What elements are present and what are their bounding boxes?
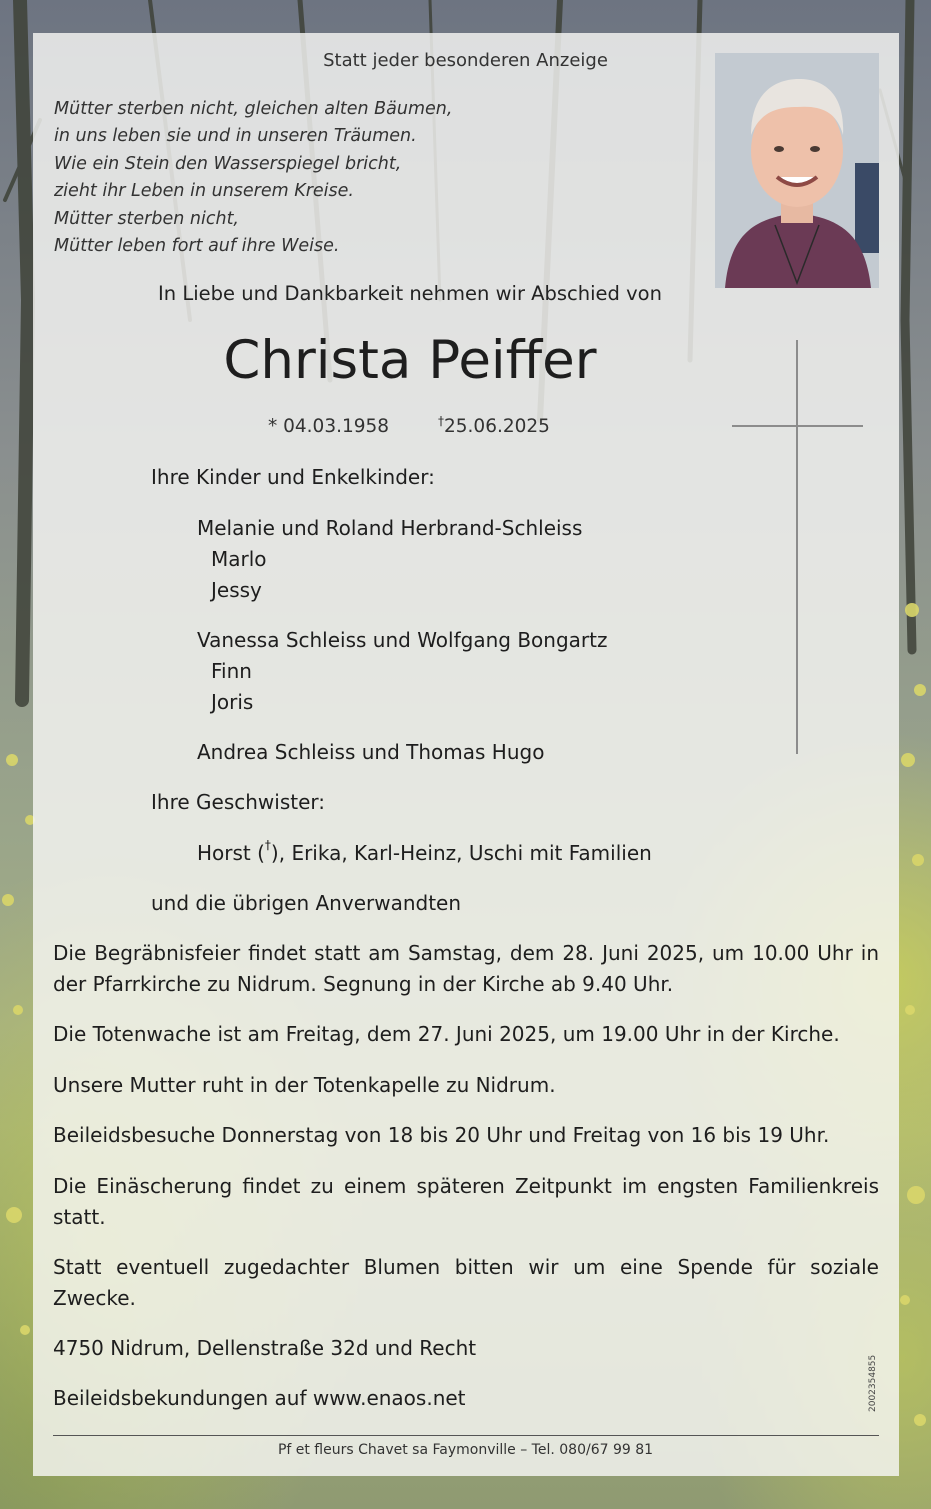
siblings-prefix: Horst (	[197, 841, 265, 865]
notice-header: Statt jeder besonderen Anzeige	[323, 50, 608, 71]
deceased-name: Christa Peiffer	[223, 330, 597, 391]
grandchild: Finn	[211, 659, 252, 683]
siblings-label: Ihre Geschwister:	[151, 790, 326, 814]
condolence-link-text: Beileidsbekundungen auf www.enaos.net	[53, 1386, 466, 1410]
death-date: 25.06.2025	[444, 416, 550, 437]
footer-text: Pf et fleurs Chavet sa Faymonville – Tel. 080/67 99 81	[277, 1442, 654, 1458]
grandchild: Joris	[211, 690, 254, 714]
poem-line: Wie ein Stein den Wasserspiegel bricht,	[54, 153, 402, 174]
family-entry: Melanie und Roland Herbrand-Schleiss	[197, 516, 583, 540]
funeral-info: Die Begräbnisfeier findet statt am Samstag, dem 28. Juni 2025, um 10.00 Uhr in der Pfarrkirche zu Nidrum. Segnung in der Kirche ab 9.40 Uhr.	[53, 941, 879, 996]
wake-info: Die Totenwache ist am Freitag, dem 27. Juni 2025, um 19.00 Uhr in der Kirche.	[53, 1022, 840, 1046]
relatives-text: und die übrigen Anverwandten	[151, 891, 462, 915]
address-info: 4750 Nidrum, Dellenstraße 32d und Recht	[53, 1336, 477, 1360]
family-entry: Vanessa Schleiss und Wolfgang Bongartz	[197, 628, 608, 652]
poem-line: Mütter sterben nicht,	[54, 208, 239, 229]
donation-info: Statt eventuell zugedachter Blumen bitten wir um eine Spende für soziale Zwecke.	[53, 1255, 879, 1310]
siblings-entry	[197, 838, 652, 865]
portrait-photo	[715, 53, 879, 288]
birth-info	[268, 416, 389, 437]
poem	[54, 96, 452, 260]
chapel-info: Unsere Mutter ruht in der Totenkapelle zu Nidrum.	[53, 1073, 556, 1097]
cremation-info: Die Einäscherung findet zu einem späteren Zeitpunkt im engsten Familienkreis statt.	[53, 1174, 879, 1229]
death-info	[438, 416, 550, 437]
poem-line: zieht ihr Leben in unserem Kreise.	[54, 181, 354, 202]
poem-line: in uns leben sie und in unseren Träumen.	[54, 126, 417, 147]
birth-symbol: *	[268, 416, 278, 437]
siblings-rest: ), Erika, Karl-Heinz, Uschi mit Familien	[270, 841, 652, 865]
cross-icon	[796, 340, 798, 754]
poem-line: Mütter sterben nicht, gleichen alten Bäumen,	[54, 99, 453, 119]
death-symbol: †	[438, 414, 444, 428]
dagger-symbol: †	[264, 838, 271, 852]
grandchild: Marlo	[211, 547, 267, 571]
intro-text: In Liebe und Dankbarkeit nehmen wir Abschied von	[158, 282, 662, 305]
grandchild: Jessy	[211, 578, 262, 602]
poem-line: Mütter leben fort auf ihre Weise.	[54, 236, 340, 257]
footer-divider	[53, 1435, 879, 1436]
cross-icon-bar	[732, 425, 863, 427]
side-code: 2002354855	[868, 1354, 878, 1412]
visits-info: Beileidsbesuche Donnerstag von 18 bis 20 Uhr und Freitag von 16 bis 19 Uhr.	[53, 1123, 830, 1147]
children-label: Ihre Kinder und Enkelkinder:	[151, 465, 435, 489]
birth-date: 04.03.1958	[283, 416, 390, 437]
family-entry: Andrea Schleiss und Thomas Hugo	[197, 740, 545, 764]
